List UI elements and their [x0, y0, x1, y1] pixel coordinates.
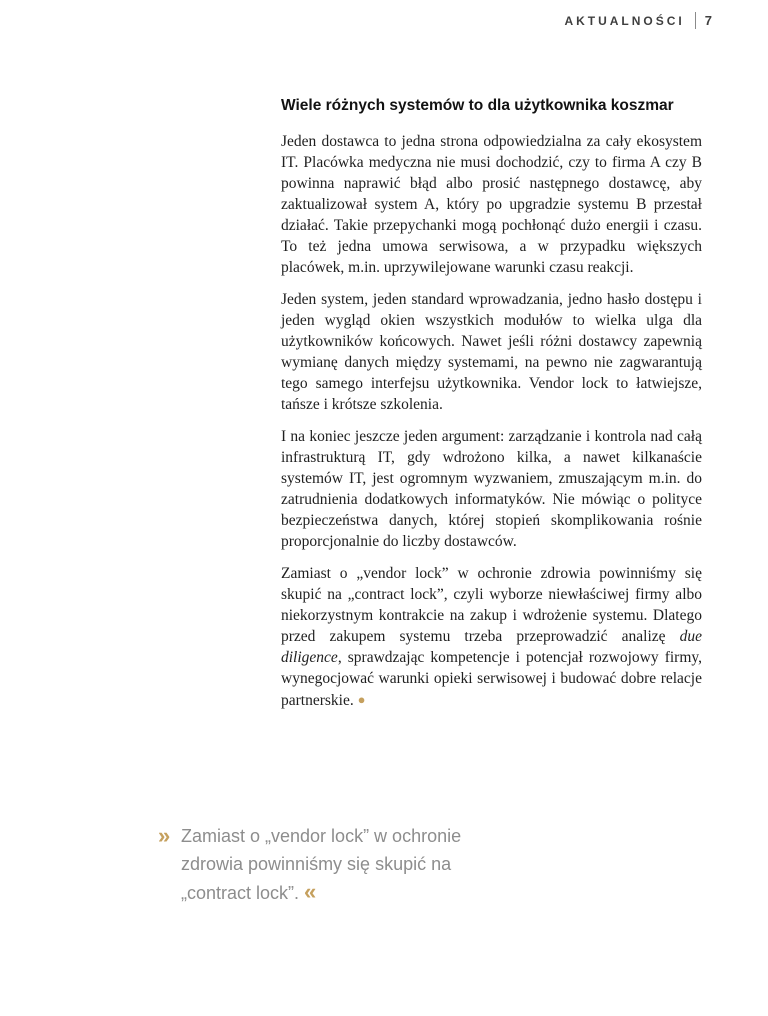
paragraph-4-text: Zamiast o „vendor lock” w ochronie zdrowia powinniśmy się skupić na „contract lock”, czyli wyborze niewłaściwej firmy albo niekorzystnym kontrakcie na zakup i wdrożenie systemu. Dlatego przed zakupem systemu trzeba przeprowadzić analizę: [281, 565, 702, 645]
header-divider: [695, 12, 696, 29]
italic-phrase: due diligence: [281, 628, 702, 666]
article-body: [281, 96, 702, 711]
paragraph-1: Jeden dostawca to jedna strona odpowiedzialna za cały ekosystem IT. Placówka medyczna nie musi dochodzić, czy to firma A czy B powinna naprawić błąd albo prosić następnego dostawcę, aby zaktualizował system A, który po upgradzie systemu B przestał działać. Takie przepychanki mogą pochłonąć dużo energii i czasu. To też jedna umowa serwisowa, a w przypadku większych placówek, m.in. uprzywilejowane warunki czasu reakcji.: [281, 133, 702, 276]
paragraph-4: [281, 563, 702, 711]
paragraph-4-text-after: , sprawdzając kompetencje i potencjał rozwojowy firmy, wynegocjować warunki opieki serwisowej i budować dobre relacje partnerskie.: [281, 649, 702, 709]
paragraph-3: I na koniec jeszcze jeden argument: zarządzanie i kontrola nad całą infrastrukturą IT, gdy wdrożono kilka, a nawet kilkanaście systemów IT, jest ogromnym wyzwaniem, zmuszającym m.in. do zatrudnienia dodatkowych informatyków. Nie mówiąc o polityce bezpieczeństwa danych, której stopień skomplikowania rośnie proporcjonalnie do liczby dostawców.: [281, 428, 702, 550]
closing-guillemet-icon: «: [304, 879, 315, 904]
page-header: [564, 12, 712, 29]
paragraph-2: Jeden system, jeden standard wprowadzania, jedno hasło dostępu i jeden wygląd okien wszystkich modułów to wielka ulga dla użytkowników końcowych. Nawet jeśli różni dostawcy zapewnią wymianę danych między systemami, na pewno nie zagwarantują tego samego interfejsu użytkownika. Vendor lock to łatwiejsze, tańsze i krótsze szkolenia.: [281, 291, 702, 413]
article-heading: Wiele różnych systemów to dla użytkownika koszmar: [281, 97, 674, 114]
page-number: 7: [704, 13, 712, 28]
section-label: AKTUALNOŚCI: [564, 13, 685, 28]
pull-quote: [158, 822, 493, 907]
opening-guillemet-icon: »: [158, 823, 169, 848]
end-of-article-bullet-icon: ●: [357, 692, 366, 707]
pull-quote-text: Zamiast o „vendor lock” w ochronie zdrowia powinniśmy się skupić na „contract lock”.: [181, 826, 462, 903]
